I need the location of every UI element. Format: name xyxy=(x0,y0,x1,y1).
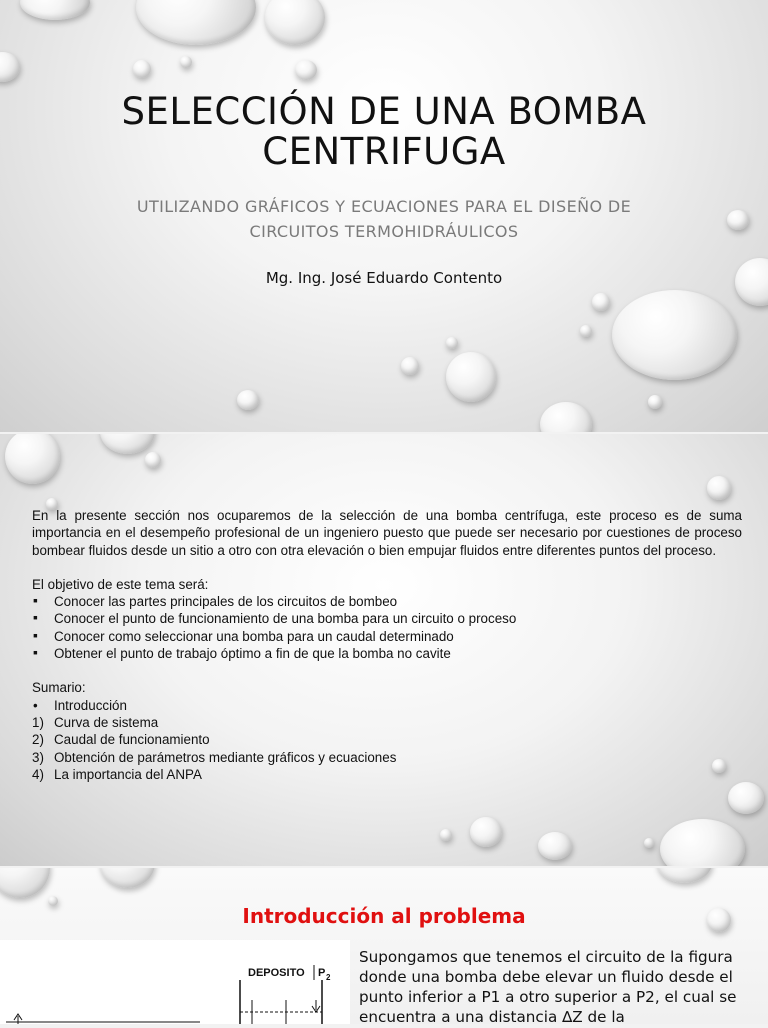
water-drop-decoration xyxy=(592,293,610,311)
water-drop-decoration xyxy=(540,402,592,432)
water-drop-decoration xyxy=(237,390,259,410)
water-drop-decoration xyxy=(660,819,745,866)
p2-subscript: 2 xyxy=(326,973,331,982)
title-line: SELECCIÓN DE UNA BOMBA xyxy=(121,90,647,133)
slide-subtitle xyxy=(60,194,708,244)
intro-text: Supongamos que tenemos el circuito de la figura donde una bomba debe elevar un fluido desde el punto inferior a P1 a otro superior a P2, el cual se encuentra a una distancia ∆Z de la xyxy=(359,948,737,1026)
water-drop-decoration xyxy=(538,832,572,860)
list-item: 3) Obtención de parámetros mediante gráficos y ecuaciones xyxy=(32,749,397,765)
water-drop-decoration xyxy=(727,210,749,230)
subtitle-line: UTILIZANDO GRÁFICOS Y ECUACIONES PARA EL DISEÑO DE xyxy=(136,197,632,216)
water-drop-decoration xyxy=(100,434,155,454)
circuit-diagram xyxy=(0,940,350,1024)
water-drop-decoration xyxy=(707,476,731,500)
water-drop-decoration xyxy=(612,290,737,380)
objective-heading: El objetivo de este tema será: xyxy=(32,576,209,592)
water-drop-decoration xyxy=(0,52,20,82)
deposit-label: DEPOSITO xyxy=(248,967,305,979)
list-item: 1) Curva de sistema xyxy=(32,714,159,730)
title-slide xyxy=(0,0,768,432)
objectives-content xyxy=(32,507,742,783)
list-item: ▪ Conocer las partes principales de los circuitos de bombeo xyxy=(32,593,742,610)
water-drop-decoration xyxy=(20,0,90,20)
intro-paragraph: En la presente sección nos ocuparemos de la selección de una bomba centrífuga, este proceso es de suma importancia en el desempeño profesional de un ingeniero puesto que puede ser necesario por cuestiones de proceso bombear fluidos desde un sitio a otro con otra elevación o bien empujar fluidos entre diferentes puntos del proceso. xyxy=(32,508,742,558)
water-drop-decoration xyxy=(446,352,496,402)
water-drop-decoration xyxy=(644,838,654,848)
summary-numbered-list xyxy=(32,714,742,783)
list-item: ▪ Obtener el punto de trabajo óptimo a fin de que la bomba no cavite xyxy=(32,645,742,662)
objectives-list xyxy=(32,593,742,662)
section-title: Introducción al problema xyxy=(242,904,526,928)
list-item: ▪ Conocer el punto de funcionamiento de una bomba para un circuito o proceso xyxy=(32,610,742,627)
water-drop-decoration xyxy=(440,829,452,841)
p2-label: P xyxy=(318,967,326,979)
author-name: Mg. Ing. José Eduardo Contento xyxy=(265,269,503,287)
water-drop-decoration xyxy=(100,868,155,888)
slide-title xyxy=(40,92,728,172)
subtitle-line: CIRCUITOS TERMOHIDRÁULICOS xyxy=(249,222,519,241)
water-drop-decoration xyxy=(401,357,419,375)
water-drop-decoration xyxy=(580,325,592,337)
circuit-diagram-drawing xyxy=(0,940,350,1024)
water-drop-decoration xyxy=(133,60,151,78)
water-drop-decoration xyxy=(180,56,192,68)
water-drop-decoration xyxy=(648,395,662,409)
water-drop-decoration xyxy=(657,868,712,883)
water-drop-decoration xyxy=(470,817,502,847)
list-item: • Introducción xyxy=(32,697,742,714)
pressure-arrow xyxy=(312,1000,320,1012)
summary-list xyxy=(32,697,742,714)
summary-heading: Sumario: xyxy=(32,680,86,696)
water-drop-decoration xyxy=(5,434,60,484)
water-drop-decoration xyxy=(446,337,458,349)
water-drop-decoration xyxy=(295,60,317,80)
list-item: 2) Caudal de funcionamiento xyxy=(32,732,210,748)
water-drop-decoration xyxy=(145,452,161,468)
water-drop-decoration xyxy=(265,0,325,45)
title-line: CENTRIFUGA xyxy=(262,130,506,173)
list-item: 4) La importancia del ANPA xyxy=(32,766,202,782)
water-drop-decoration xyxy=(136,0,256,45)
list-item: ▪ Conocer como seleccionar una bomba para un caudal determinado xyxy=(32,628,742,645)
water-drop-decoration xyxy=(728,782,764,814)
water-drop-decoration xyxy=(0,868,50,898)
water-drop-decoration xyxy=(735,258,768,306)
